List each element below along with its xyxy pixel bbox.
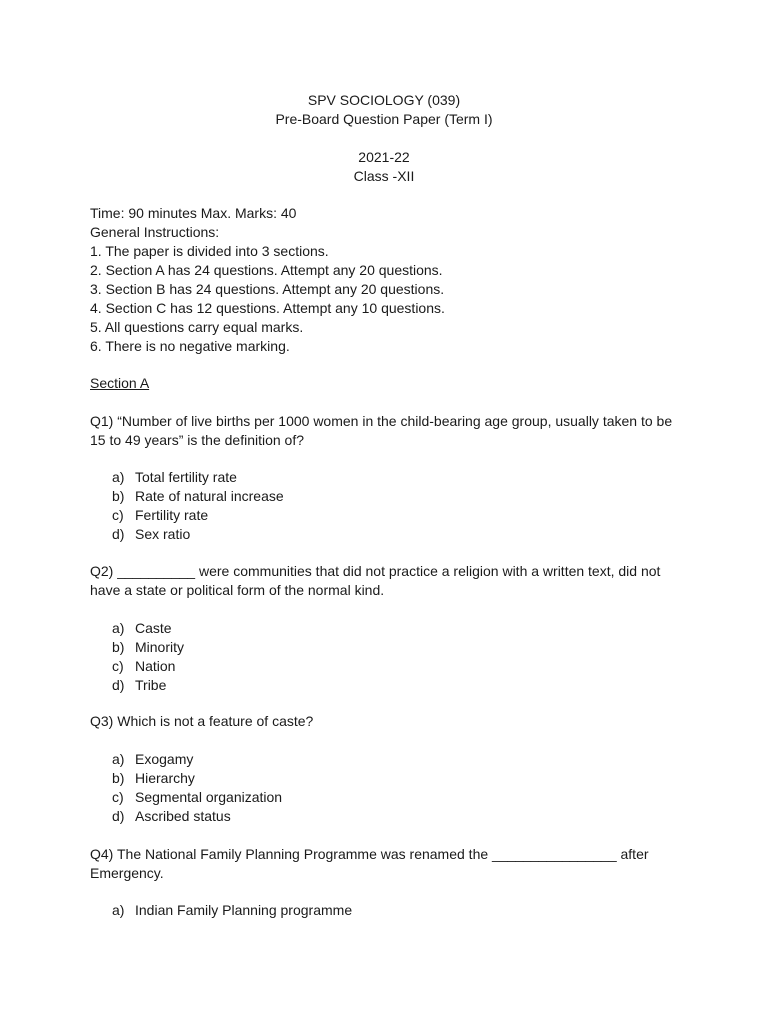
option-text: Rate of natural increase <box>135 488 284 504</box>
option-text: Tribe <box>135 677 167 693</box>
answer-option <box>112 487 284 506</box>
option-text: Nation <box>135 658 176 674</box>
option-letter: b) <box>112 639 125 655</box>
answer-option <box>112 788 282 807</box>
question-text: Q3) Which is not a feature of caste? <box>90 713 314 729</box>
answer-option <box>112 638 184 657</box>
paper-title: SPV SOCIOLOGY (039) <box>307 92 461 108</box>
time-and-marks: Time: 90 minutes Max. Marks: 40 <box>90 205 297 221</box>
option-letter: a) <box>112 620 125 636</box>
instruction-item: 2. Section A has 24 questions. Attempt any 20 questions. <box>90 262 443 278</box>
question-text: have a state or political form of the normal kind. <box>90 582 385 598</box>
academic-year: 2021-22 <box>358 149 410 165</box>
option-text: Ascribed status <box>135 808 231 824</box>
instruction-item: 5. All questions carry equal marks. <box>90 319 304 335</box>
question-text: Q1) “Number of live births per 1000 women in the child-bearing age group, usually taken to be <box>90 413 673 429</box>
option-text: Indian Family Planning programme <box>135 902 353 918</box>
option-text: Fertility rate <box>135 507 209 523</box>
answer-option <box>112 657 175 676</box>
question-text: Emergency. <box>90 865 164 881</box>
answer-option <box>112 807 231 826</box>
option-letter: d) <box>112 526 125 542</box>
paper-subtitle: Pre-Board Question Paper (Term I) <box>275 111 493 127</box>
option-letter: c) <box>112 507 124 523</box>
option-letter: b) <box>112 770 125 786</box>
instruction-item: 3. Section B has 24 questions. Attempt any 20 questions. <box>90 281 445 297</box>
answer-option <box>112 525 190 544</box>
instructions-heading: General Instructions: <box>90 224 220 240</box>
question-text: Q4) The National Family Planning Programme was renamed the ________________ after <box>90 846 649 862</box>
option-letter: c) <box>112 789 124 805</box>
answer-option <box>112 468 237 487</box>
option-text: Total fertility rate <box>135 469 237 485</box>
option-text: Minority <box>135 639 185 655</box>
option-letter: b) <box>112 488 125 504</box>
option-letter: a) <box>112 469 125 485</box>
answer-option <box>112 506 208 525</box>
option-letter: a) <box>112 751 125 767</box>
answer-option <box>112 769 195 788</box>
answer-option <box>112 676 166 695</box>
instruction-item: 1. The paper is divided into 3 sections. <box>90 243 329 259</box>
option-letter: a) <box>112 902 125 918</box>
answer-option <box>112 901 352 920</box>
question-text: Q2) __________ were communities that did not practice a religion with a written text, did not <box>90 563 661 579</box>
option-letter: d) <box>112 677 125 693</box>
instruction-item: 4. Section C has 12 questions. Attempt any 10 questions. <box>90 300 445 316</box>
instruction-item: 6. There is no negative marking. <box>90 338 290 354</box>
section-heading: Section A <box>90 375 150 391</box>
option-text: Caste <box>135 620 172 636</box>
option-letter: c) <box>112 658 124 674</box>
question-text: 15 to 49 years” is the definition of? <box>90 432 305 448</box>
answer-option <box>112 619 172 638</box>
class-label: Class -XII <box>353 168 415 184</box>
answer-option <box>112 750 193 769</box>
option-text: Sex ratio <box>135 526 191 542</box>
option-text: Hierarchy <box>135 770 195 786</box>
option-text: Segmental organization <box>135 789 283 805</box>
option-letter: d) <box>112 808 125 824</box>
option-text: Exogamy <box>135 751 194 767</box>
